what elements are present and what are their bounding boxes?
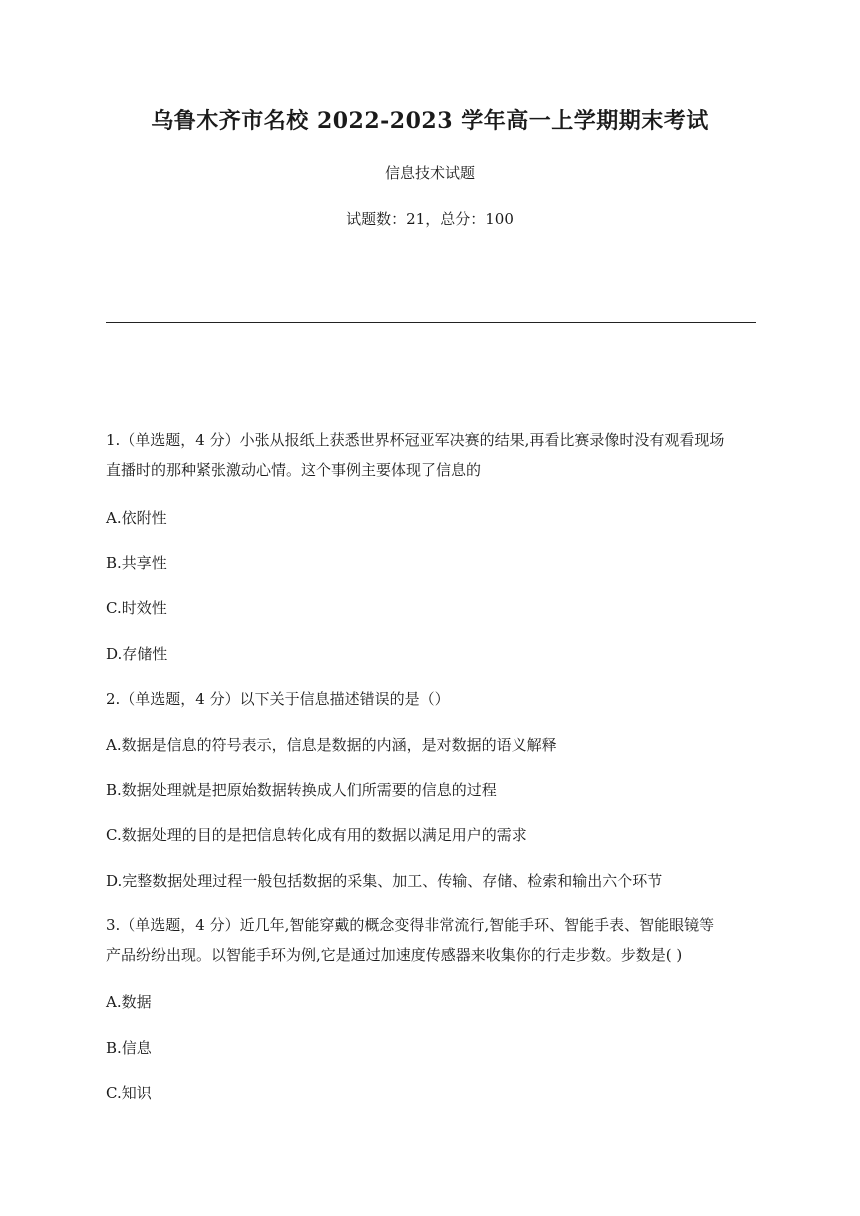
question-3-option-a: A.数据	[106, 993, 152, 1011]
question-1-stem-line-1: 1.（单选题，4 分）小张从报纸上获悉世界杯冠亚军决赛的结果,再看比赛录像时没有观看现场	[106, 431, 725, 449]
divider	[106, 322, 756, 323]
question-3-stem	[106, 910, 756, 970]
question-3-option-b: B.信息	[106, 1039, 152, 1057]
question-3-stem-line-1: 3.（单选题，4 分）近几年,智能穿戴的概念变得非常流行,智能手环、智能手表、智能眼镜等	[106, 916, 715, 934]
exam-title: 乌鲁木齐市名校 2022-2023 学年高一上学期期末考试	[151, 108, 709, 134]
exam-subtitle: 信息技术试题	[384, 164, 475, 182]
question-1-option-d: D.存储性	[106, 645, 168, 663]
question-2-option-b: B.数据处理就是把原始数据转换成人们所需要的信息的过程	[106, 781, 497, 799]
question-1-stem-line-2: 直播时的那种紧张激动心情。这个事例主要体现了信息的	[106, 461, 482, 479]
exam-meta: 试题数：21，总分：100	[346, 210, 514, 228]
question-1-option-c: C.时效性	[106, 599, 167, 617]
question-3-option-c: C.知识	[106, 1084, 152, 1102]
question-1-stem	[106, 425, 756, 485]
question-2-option-c: C.数据处理的目的是把信息转化成有用的数据以满足用户的需求	[106, 826, 527, 844]
question-1-option-b: B.共享性	[106, 554, 167, 572]
question-2-option-d: D.完整数据处理过程一般包括数据的采集、加工、传输、存储、检索和输出六个环节	[106, 872, 663, 890]
question-2-option-a: A.数据是信息的符号表示，信息是数据的内涵，是对数据的语义解释	[106, 736, 557, 754]
question-1-option-a: A.依附性	[106, 509, 167, 527]
question-2-stem: 2.（单选题，4 分）以下关于信息描述错误的是（）	[106, 690, 450, 708]
question-3-stem-line-2: 产品纷纷出现。以智能手环为例,它是通过加速度传感器来收集你的行走步数。步数是( )	[106, 946, 683, 964]
